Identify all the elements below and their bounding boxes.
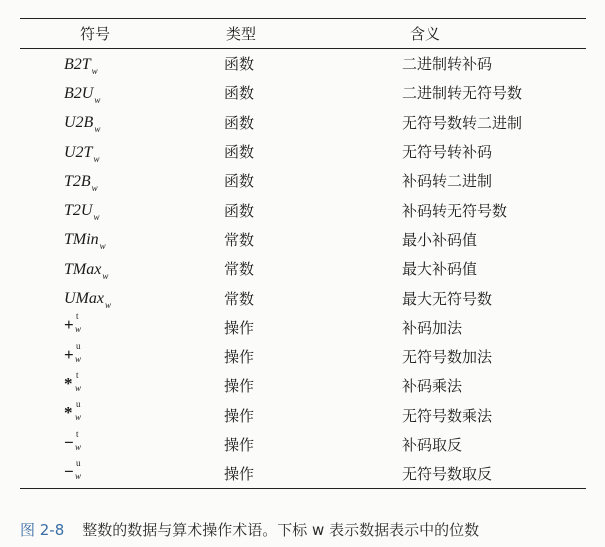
symbol-cell (64, 143, 100, 164)
type-cell: 操作 (224, 348, 255, 367)
symbol-cell (64, 55, 98, 76)
meaning-cell: 无符号转补码 (402, 143, 493, 162)
header-type: 类型 (226, 25, 257, 43)
type-cell: 函数 (224, 55, 255, 74)
operator-subscript: w (75, 324, 82, 335)
symbol-subscript: w (91, 182, 98, 193)
operator-char: − (64, 432, 74, 452)
symbol-cell (64, 290, 111, 311)
operator-superscript: u (76, 340, 81, 351)
symbol-name: TMin (64, 231, 99, 249)
type-cell: 常数 (224, 260, 255, 279)
operator-symbol (64, 340, 90, 367)
meaning-cell: 补码转二进制 (402, 172, 493, 191)
meaning-cell: 补码加法 (402, 318, 463, 337)
operator-subscript: w (75, 441, 82, 452)
table-row (20, 225, 586, 254)
operator-char: + (64, 344, 74, 364)
symbol-name: UMax (64, 290, 104, 308)
meaning-cell: 无符号数取反 (402, 465, 493, 484)
type-cell: 操作 (224, 465, 255, 484)
operator-subscript: w (75, 353, 82, 364)
symbol-subscript: w (93, 212, 100, 223)
table-row (20, 313, 586, 342)
table-row (20, 342, 586, 371)
table-row (20, 254, 586, 283)
symbol-cell (64, 202, 100, 223)
table-row (20, 166, 586, 195)
type-cell: 操作 (224, 436, 255, 454)
meaning-cell: 最小补码值 (402, 230, 478, 249)
type-cell: 函数 (224, 172, 255, 191)
operator-char: * (64, 403, 73, 423)
figure-caption (20, 519, 600, 540)
caption-text: 整数的数据与算术操作术语。下标 w 表示数据表示中的位数 (82, 521, 480, 539)
type-cell: 函数 (224, 143, 255, 162)
operator-superscript: u (76, 457, 81, 468)
symbol-name: T2U (64, 202, 93, 220)
terminology-table (20, 18, 586, 489)
meaning-cell: 最大补码值 (402, 260, 478, 279)
operator-subscript: w (75, 412, 82, 423)
type-cell: 函数 (224, 84, 255, 103)
symbol-subscript: w (93, 153, 100, 164)
symbol-cell (64, 172, 98, 193)
type-cell: 常数 (224, 289, 255, 308)
meaning-cell: 无符号数加法 (402, 348, 493, 367)
operator-symbol (64, 313, 90, 337)
symbol-subscript: w (94, 94, 101, 105)
symbol-subscript: w (91, 65, 98, 76)
operator-char: + (64, 315, 74, 335)
type-cell: 函数 (224, 201, 255, 220)
meaning-cell: 无符号数乘法 (402, 406, 493, 425)
table-row (20, 283, 586, 312)
meaning-cell: 无符号数转二进制 (402, 113, 523, 132)
header-meaning: 含义 (410, 25, 441, 43)
table-row (20, 195, 586, 224)
type-cell: 常数 (224, 230, 255, 249)
table-row (20, 108, 586, 137)
symbol-name: U2B (64, 114, 94, 132)
symbol-name: TMax (64, 260, 102, 278)
table-row (20, 459, 586, 488)
operator-subscript: w (75, 382, 82, 393)
symbol-subscript: w (102, 270, 109, 281)
table-row (20, 78, 586, 107)
symbol-name: B2T (64, 55, 91, 73)
operator-symbol (64, 457, 90, 484)
meaning-cell: 补码转无符号数 (402, 201, 508, 220)
meaning-cell: 补码乘法 (402, 377, 463, 396)
symbol-cell (64, 260, 109, 281)
table-row (20, 49, 586, 78)
figure-label: 图 2-8 (20, 521, 65, 539)
symbol-cell (64, 231, 106, 252)
table-row (20, 430, 586, 459)
symbol-name: T2B (64, 172, 91, 190)
operator-symbol (64, 369, 90, 396)
meaning-cell: 补码取反 (402, 436, 463, 454)
symbol-name: U2T (64, 143, 93, 161)
symbol-subscript: w (99, 241, 106, 252)
meaning-cell: 二进制转无符号数 (402, 84, 523, 103)
symbol-cell (64, 114, 101, 135)
table-body (20, 49, 586, 488)
operator-subscript: w (75, 470, 82, 481)
type-cell: 操作 (224, 377, 255, 396)
header-symbol: 符号 (80, 25, 111, 43)
operator-char: * (64, 373, 73, 393)
operator-char: − (64, 461, 74, 481)
meaning-cell: 二进制转补码 (402, 55, 493, 74)
operator-symbol (64, 401, 90, 425)
operator-superscript: u (76, 399, 81, 410)
type-cell: 函数 (224, 113, 255, 132)
meaning-cell: 最大无符号数 (402, 289, 493, 308)
table-row (20, 371, 586, 400)
table-row (20, 401, 586, 430)
symbol-name: B2U (64, 84, 94, 102)
operator-symbol (64, 428, 90, 455)
table-row (20, 137, 586, 166)
type-cell: 操作 (224, 406, 255, 425)
symbol-cell (64, 84, 101, 105)
operator-superscript: t (76, 428, 79, 439)
symbol-subscript: w (104, 300, 111, 311)
type-cell: 操作 (224, 318, 255, 337)
table-header-row (20, 19, 586, 49)
operator-superscript: t (76, 369, 79, 380)
symbol-subscript: w (94, 124, 101, 135)
operator-superscript: t (76, 311, 79, 322)
